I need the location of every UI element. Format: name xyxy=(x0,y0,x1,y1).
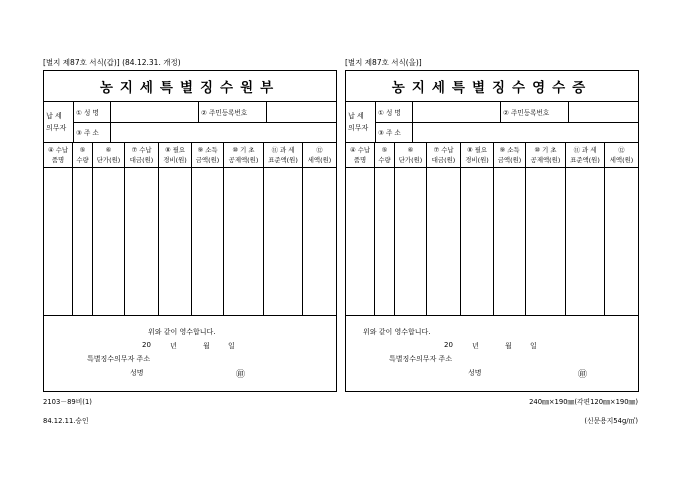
right-address-field[interactable] xyxy=(413,122,638,142)
paper-type: (신문용지54g/㎡) xyxy=(584,417,638,425)
right-col-header: ⑪ 과 세 표준액(원) xyxy=(566,143,605,167)
right-taxpayer-section xyxy=(346,102,638,143)
right-seal: ㊞ xyxy=(578,370,588,380)
right-agent-name: 성명 xyxy=(468,369,482,377)
right-col-header: ⑨ 소득 금액(원) xyxy=(494,143,526,167)
paper-size: 240㎜×190㎜(각편120㎜×190㎜) xyxy=(529,398,638,406)
right-date-year: 20 xyxy=(444,341,453,349)
right-column-headers xyxy=(346,143,638,168)
right-form-title: 농지세특별징수영수증 xyxy=(346,71,638,102)
left-agent-address: 특별징수의무자 주소 xyxy=(87,355,151,363)
right-col-header: ⑤ 수량 xyxy=(375,143,395,167)
left-col-header: ⑧ 필요 경비(원) xyxy=(159,143,192,167)
left-name-label: ① 성 명 xyxy=(74,102,111,122)
form-code: 2103－89비(1) xyxy=(43,398,92,406)
right-receipt-footer xyxy=(346,316,638,395)
left-col-header: ⑩ 기 초 공제액(원) xyxy=(224,143,264,167)
left-receipt-footer xyxy=(44,316,336,395)
left-seal: ㊞ xyxy=(236,370,246,380)
right-form xyxy=(345,70,639,392)
right-agent-address: 특별징수의무자 주소 xyxy=(389,355,453,363)
right-date-y: 년 xyxy=(472,342,479,350)
left-name-field[interactable] xyxy=(111,102,199,122)
left-rrn-label: ② 주민등록번호 xyxy=(199,102,267,122)
left-rrn-field[interactable] xyxy=(267,102,336,122)
right-form-header: [별지 제87호 서식(을)] xyxy=(345,58,422,67)
right-rrn-label: ② 주민등록번호 xyxy=(501,102,569,122)
left-col-header: ⑤ 수량 xyxy=(73,143,93,167)
left-col-header: ④ 수납 품명 xyxy=(44,143,73,167)
left-date-d: 일 xyxy=(228,342,235,350)
right-col-header: ⑧ 필요 경비(원) xyxy=(461,143,494,167)
left-column-headers xyxy=(44,143,336,168)
left-date-year: 20 xyxy=(142,341,151,349)
left-agent-name: 성명 xyxy=(130,369,144,377)
left-col-header: ⑥ 단가(원) xyxy=(93,143,125,167)
right-address-label: ③ 주 소 xyxy=(376,122,413,142)
right-rrn-field[interactable] xyxy=(569,102,638,122)
left-receipt-text: 위와 같이 영수합니다. xyxy=(148,328,216,336)
right-receipt-text: 위와 같이 영수합니다. xyxy=(363,328,431,336)
right-col-header: ⑦ 수납 대금(원) xyxy=(427,143,461,167)
left-taxpayer-section xyxy=(44,102,336,143)
approval-date: 84.12.11.승인 xyxy=(43,417,89,425)
right-name-field[interactable] xyxy=(413,102,501,122)
right-date-m: 월 xyxy=(505,342,512,350)
right-col-header: ④ 수납 품명 xyxy=(346,143,375,167)
right-name-label: ① 성 명 xyxy=(376,102,413,122)
left-address-label: ③ 주 소 xyxy=(74,122,111,142)
left-col-header: ⑫ 세액(원) xyxy=(307,146,332,164)
left-col-header: ⑪ 과 세 표준액(원) xyxy=(264,143,303,167)
right-col-header: ⑫ 세액(원) xyxy=(609,146,634,164)
left-address-field[interactable] xyxy=(111,122,336,142)
left-form-header: [별지 제87호 서식(갑)] (84.12.31. 개정) xyxy=(43,58,181,67)
right-col-header: ⑩ 기 초 공제액(원) xyxy=(526,143,566,167)
left-entry-area[interactable] xyxy=(44,168,336,316)
right-col-header: ⑥ 단가(원) xyxy=(395,143,427,167)
left-date-y: 년 xyxy=(170,342,177,350)
right-date-d: 일 xyxy=(530,342,537,350)
right-taxpayer-label: 납 세 의무자 xyxy=(346,102,376,142)
left-form-title: 농지세특별징수원부 xyxy=(44,71,336,102)
left-date-m: 월 xyxy=(203,342,210,350)
left-col-header: ⑦ 수납 대금(원) xyxy=(125,143,159,167)
left-col-header: ⑨ 소득 금액(원) xyxy=(192,143,224,167)
left-form xyxy=(43,70,337,392)
left-taxpayer-label: 납 세 의무자 xyxy=(44,102,74,142)
right-entry-area[interactable] xyxy=(346,168,638,316)
